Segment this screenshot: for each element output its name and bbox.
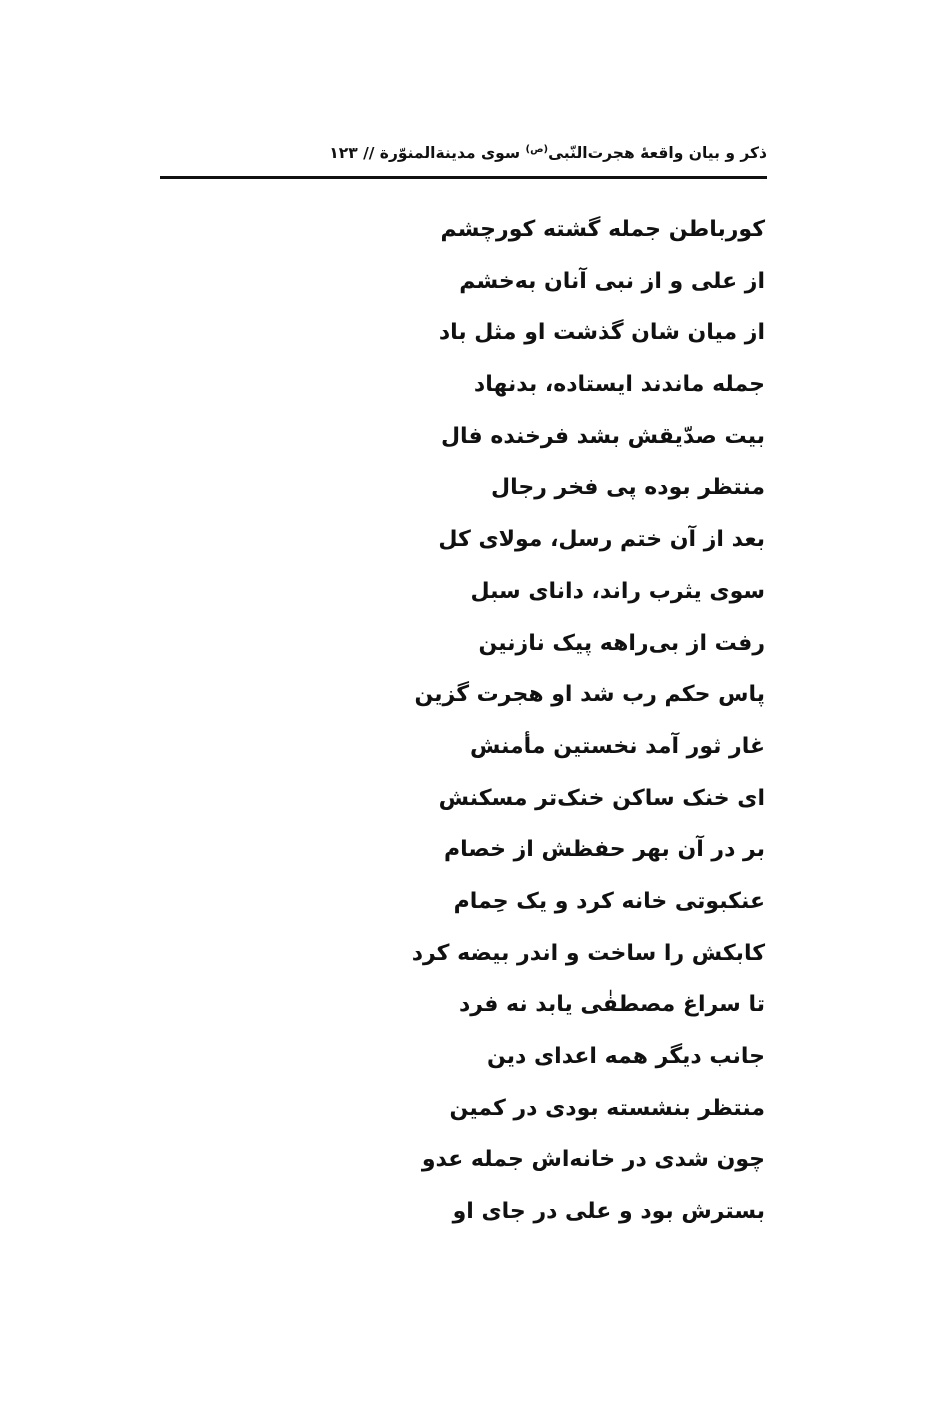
verse-line: منتظر بنشسته بودی در کمین: [449, 1095, 765, 1121]
verse-line: عنکبوتی خانه کرد و یک حِمام: [453, 888, 765, 914]
verse-line: جمله ماندند ایستاده، بدنهاد: [473, 372, 765, 398]
verse-line: چون شدی در خانه‌اش جمله عدو: [421, 1147, 765, 1173]
honorific-superscript: (ص): [525, 143, 549, 155]
header-title-end: سوی مدینةالمنوّرة //: [363, 144, 526, 162]
header-title-start: ذکر و بیان واقعهٔ هجرت‌النّبی: [548, 144, 767, 162]
verse-line: منتظر بوده پی فخر رجال: [490, 475, 765, 501]
verse-line: از میان شان گذشت او مثل باد: [438, 320, 765, 346]
verse-line: بیت صدّیقش بشد فرخنده فال: [440, 423, 765, 449]
verse-line: سوی یثرب راند، دانای سبل: [470, 578, 765, 604]
verse-line: رفت از بی‌راهه پیک نازنین: [478, 630, 765, 656]
verse-line: ای خنک ساکن خنک‌تر مسکنش: [438, 785, 765, 811]
running-header: [160, 138, 767, 168]
verse-line: بسترش بود و علی در جای او: [452, 1199, 765, 1225]
verse-line: جانب دیگر همه اعدای دین: [486, 1044, 765, 1069]
verse-line: تا سراغ مصطفٰی یابد نه فرد: [458, 992, 765, 1018]
verse-line: کابکش را ساخت و اندر بیضه کرد: [411, 940, 765, 966]
verse-line: کورباطن جمله گشته کورچشم: [440, 217, 765, 242]
verse-line: غار ثور آمد نخستین مأمنش: [469, 733, 765, 759]
verse-line: از علی و از نبی آنان به‌خشم: [459, 268, 765, 294]
header-rule: [160, 176, 767, 179]
poem-verses: [380, 204, 765, 1238]
page-number: ۱۲۳: [329, 144, 358, 162]
verse-line: بعد از آن ختم رسل، مولای کل: [438, 527, 765, 553]
verse-line: بر در آن بهر حفظش از خصام: [444, 837, 765, 863]
verse-line: پاس حکم رب شد او هجرت گزین: [414, 682, 765, 708]
